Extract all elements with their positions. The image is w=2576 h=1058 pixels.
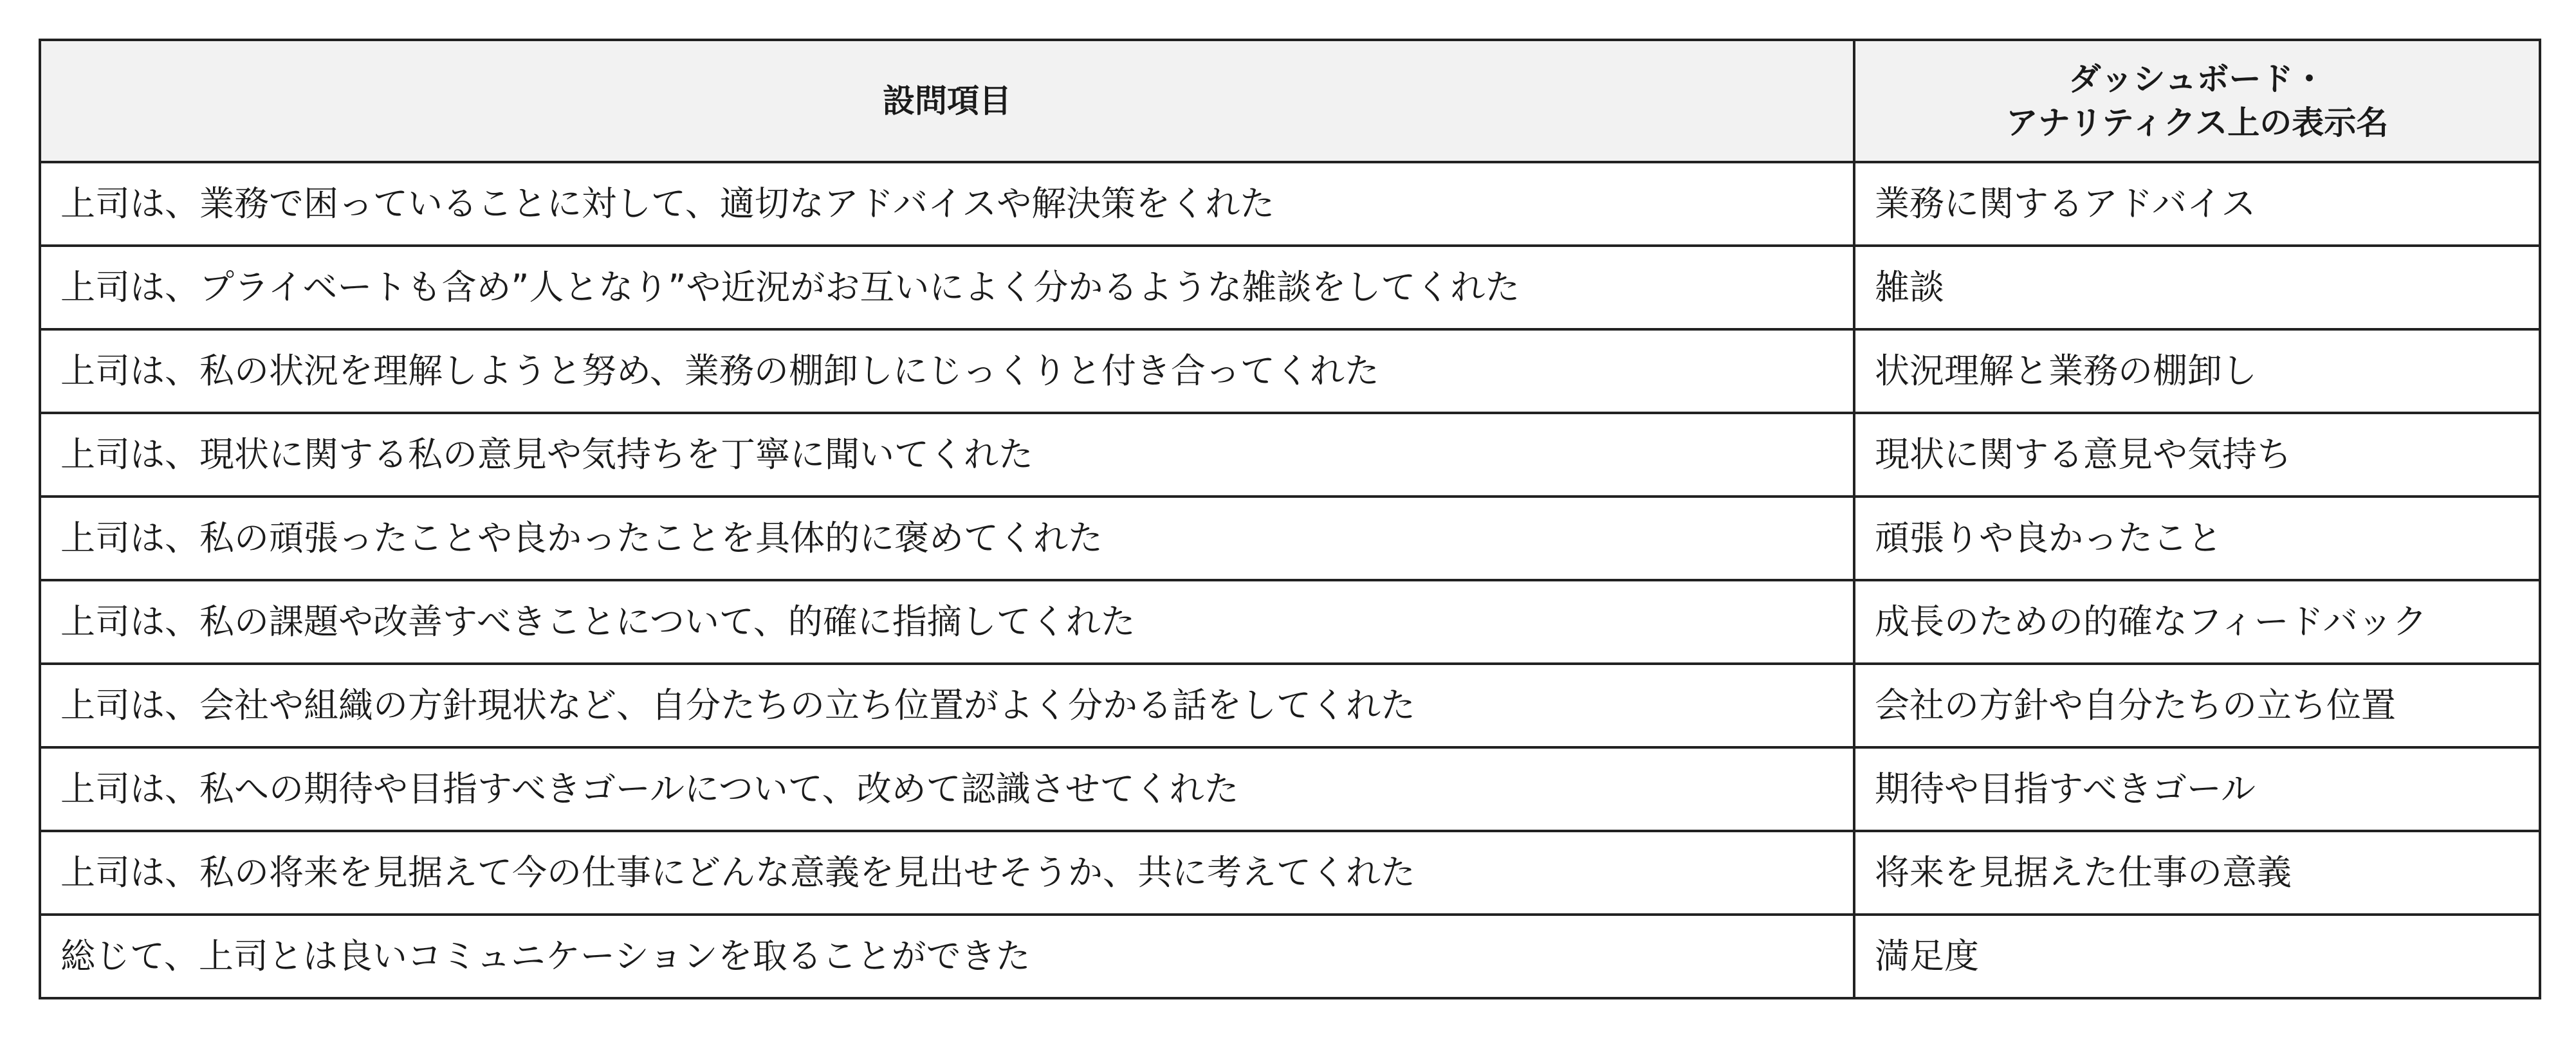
question-cell: 上司は、業務で困っていることに対して、適切なアドバイスや解決策をくれた xyxy=(40,162,1854,246)
question-cell: 上司は、私の頑張ったことや良かったことを具体的に褒めてくれた xyxy=(40,497,1854,580)
display-name-cell: 雑談 xyxy=(1854,246,2540,329)
question-cell: 上司は、現状に関する私の意見や気持ちを丁寧に聞いてくれた xyxy=(40,413,1854,497)
header-display-name-line2: アナリティクス上の表示名 xyxy=(2005,104,2389,141)
question-cell: 上司は、私の将来を見据えて今の仕事にどんな意義を見出せそうか、共に考えてくれた xyxy=(40,831,1854,915)
survey-table-container xyxy=(39,39,2539,999)
table-row xyxy=(40,162,2540,246)
header-question: 設問項目 xyxy=(40,40,1854,162)
display-name-cell: 満足度 xyxy=(1854,915,2540,998)
table-row xyxy=(40,413,2540,497)
table-row xyxy=(40,580,2540,664)
table-header-row xyxy=(40,40,2540,162)
question-cell: 上司は、私への期待や目指すべきゴールについて、改めて認識させてくれた xyxy=(40,747,1854,831)
table-row xyxy=(40,497,2540,580)
table-row xyxy=(40,664,2540,747)
question-cell: 上司は、会社や組織の方針現状など、自分たちの立ち位置がよく分かる話をしてくれた xyxy=(40,664,1854,747)
table-row xyxy=(40,246,2540,329)
question-cell: 総じて、上司とは良いコミュニケーションを取ることができた xyxy=(40,915,1854,998)
display-name-cell: 期待や目指すべきゴール xyxy=(1854,747,2540,831)
question-cell: 上司は、私の状況を理解しようと努め、業務の棚卸しにじっくりと付き合ってくれた xyxy=(40,329,1854,413)
survey-item-table xyxy=(39,39,2541,999)
header-display-name xyxy=(1854,40,2540,162)
table-row xyxy=(40,329,2540,413)
display-name-cell: 将来を見据えた仕事の意義 xyxy=(1854,831,2540,915)
question-cell: 上司は、プライベートも含め”人となり”や近況がお互いによく分かるような雑談をしてくれた xyxy=(40,246,1854,329)
table-row xyxy=(40,747,2540,831)
table-row xyxy=(40,915,2540,998)
table-row xyxy=(40,831,2540,915)
display-name-cell: 頑張りや良かったこと xyxy=(1854,497,2540,580)
display-name-cell: 業務に関するアドバイス xyxy=(1854,162,2540,246)
header-display-name-line1: ダッシュボード・ xyxy=(2068,60,2326,98)
display-name-cell: 現状に関する意見や気持ち xyxy=(1854,413,2540,497)
display-name-cell: 状況理解と業務の棚卸し xyxy=(1854,329,2540,413)
display-name-cell: 会社の方針や自分たちの立ち位置 xyxy=(1854,664,2540,747)
display-name-cell: 成長のための的確なフィードバック xyxy=(1854,580,2540,664)
question-cell: 上司は、私の課題や改善すべきことについて、的確に指摘してくれた xyxy=(40,580,1854,664)
